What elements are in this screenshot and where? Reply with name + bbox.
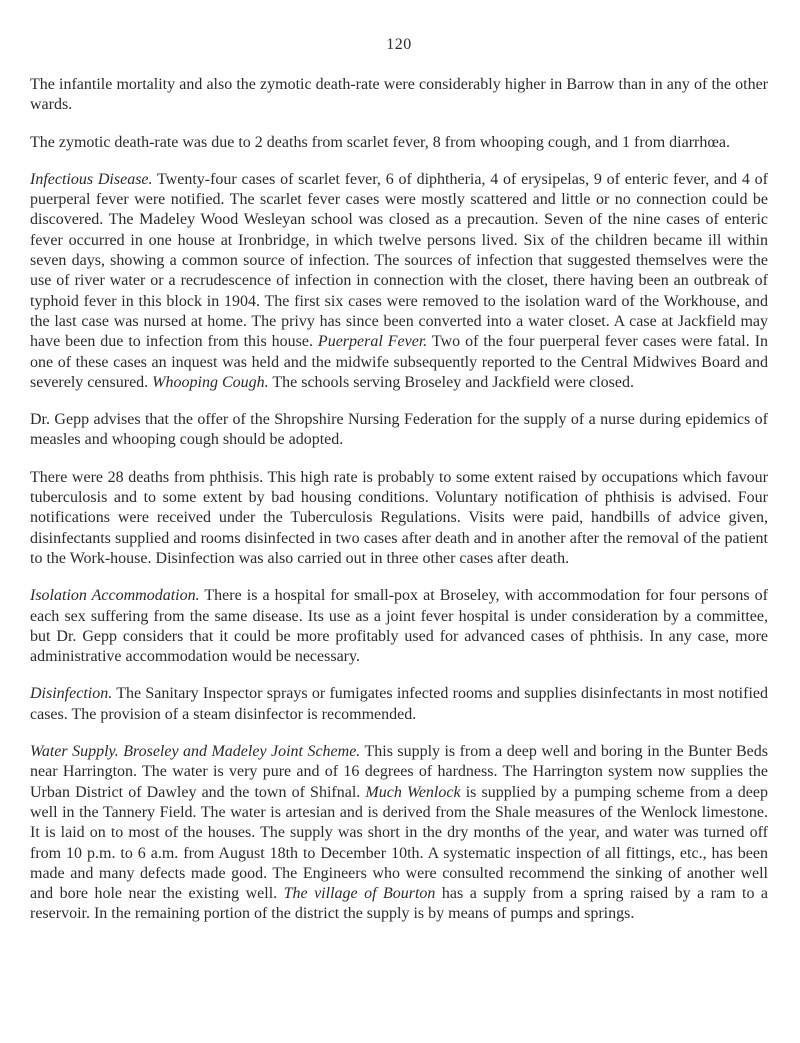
section-heading: The village of Bourton [283,885,436,903]
paragraph-text: is supplied by a pumping scheme from a deep well in the Tannery Field. The water is artesian and is derived from the Shale measures of the Wenlock limestone. It is laid on to most of the houses. The supply was short in the dry months of the year, and water was turned off from 10 p.m. to 6 a.m. from August 18th to December 10th. A systematic inspection of all fittings, etc., has been made and many defects made good. The Engineers who were consulted recommend the sinking of another well and bore hole near the existing well. [30,783,768,903]
paragraph-text: has a supply from a spring raised by a ram to a reservoir. In the remaining portion of the district the supply is by means of pumps and springs. [30,885,769,923]
paragraph-text: The zymotic death-rate was due to 2 deaths from scarlet fever, 8 from whooping cough, and 1 from diarrhœa. [30,133,731,151]
body-text [30,75,768,925]
section-heading: Puerperal Fever. [317,333,428,351]
section-heading: Disinfection. [30,685,113,703]
page-number: 120 [386,36,412,53]
paragraph-text: The Sanitary Inspector sprays or fumigates infected rooms and supplies disinfectants in most notified cases. The provision of a steam disinfector is recommended. [30,685,768,723]
paragraph-nursing [30,410,768,451]
paragraph-isolation [30,586,768,667]
paragraph-text: Twenty-four cases of scarlet fever, 6 of diphtheria, 4 of erysipelas, 9 of enteric fever, and 4 of puerperal fever were notified. The scarlet fever cases were mostly scattered and little or no connection could be discovered. The Madeley Wood Wesleyan school was closed as a precaution. Seven of the nine cases of enteric fever occurred in one house at Ironbridge, in which twelve persons lived. Six of the children became ill within seven days, showing a common source of infection. The sources of infection that suggested themselves were the use of river water or a recrudescence of infection in connection with the closet, there having been an outbreak of typhoid fever in this block in 1904. The first six cases were removed to the isolation ward of the Workhouse, and the last case was nursed at home. The privy has since been converted into a water closet. A case at Jackfield may have been due to infection from this house. [30,170,768,351]
paragraph-text: There is a hospital for small-pox at Broseley, with accommodation for four persons of each sex suffering from the same disease. Its use as a joint fever hospital is under consideration by a committee, but Dr. Gepp considers that it could be more profitably used for advanced cases of phthisis. In any case, more administrative accommodation would be necessary. [30,587,769,666]
paragraph-text: Two of the four puerperal fever cases were fatal. In one of these cases an inquest was held and the midwife subsequently reported to the Central Midwives Board and severely censured. [30,333,769,391]
section-heading: Infectious Disease. [30,170,153,188]
paragraph-text: The infantile mortality and also the zymotic death-rate were considerably higher in Barrow than in any of the other wards. [30,76,768,114]
paragraph-infant-mortality [30,75,768,116]
section-heading: Whooping Cough. [152,373,269,391]
paragraph-zymotic-causes [30,133,768,153]
paragraph-disinfection [30,684,768,725]
section-heading: Isolation Accommodation. [30,587,200,605]
paragraph-text: Dr. Gepp advises that the offer of the Shropshire Nursing Federation for the supply of a nurse during epidemics of measles and whooping cough should be adopted. [30,411,768,449]
paragraph-phthisis [30,468,768,569]
paragraph-water-supply [30,742,768,925]
section-heading: Water Supply. Broseley and Madeley Joint Scheme. [30,743,361,761]
section-heading: Much Wenlock [365,783,461,801]
paragraph-text: There were 28 deaths from phthisis. This high rate is probably to some extent raised by occupations which favour tuberculosis and to some extent by bad housing conditions. Voluntary notification of phthisis is advised. Four notifications were received under the Tuberculosis Regulations. Visits were paid, handbills of advice given, disinfectants supplied and rooms disinfected in two cases after death and in another after the removal of the patient to the Work-house. Disinfection was also carried out in three other cases after death. [30,468,768,567]
paragraph-text: The schools serving Broseley and Jackfield were closed. [268,373,634,391]
paragraph-text: This supply is from a deep well and boring in the Bunter Beds near Harrington. The water is very pure and of 16 degrees of hardness. The Harrington system now supplies the Urban District of Dawley and the town of Shifnal. [30,743,769,801]
paragraph-infectious-disease [30,170,768,393]
